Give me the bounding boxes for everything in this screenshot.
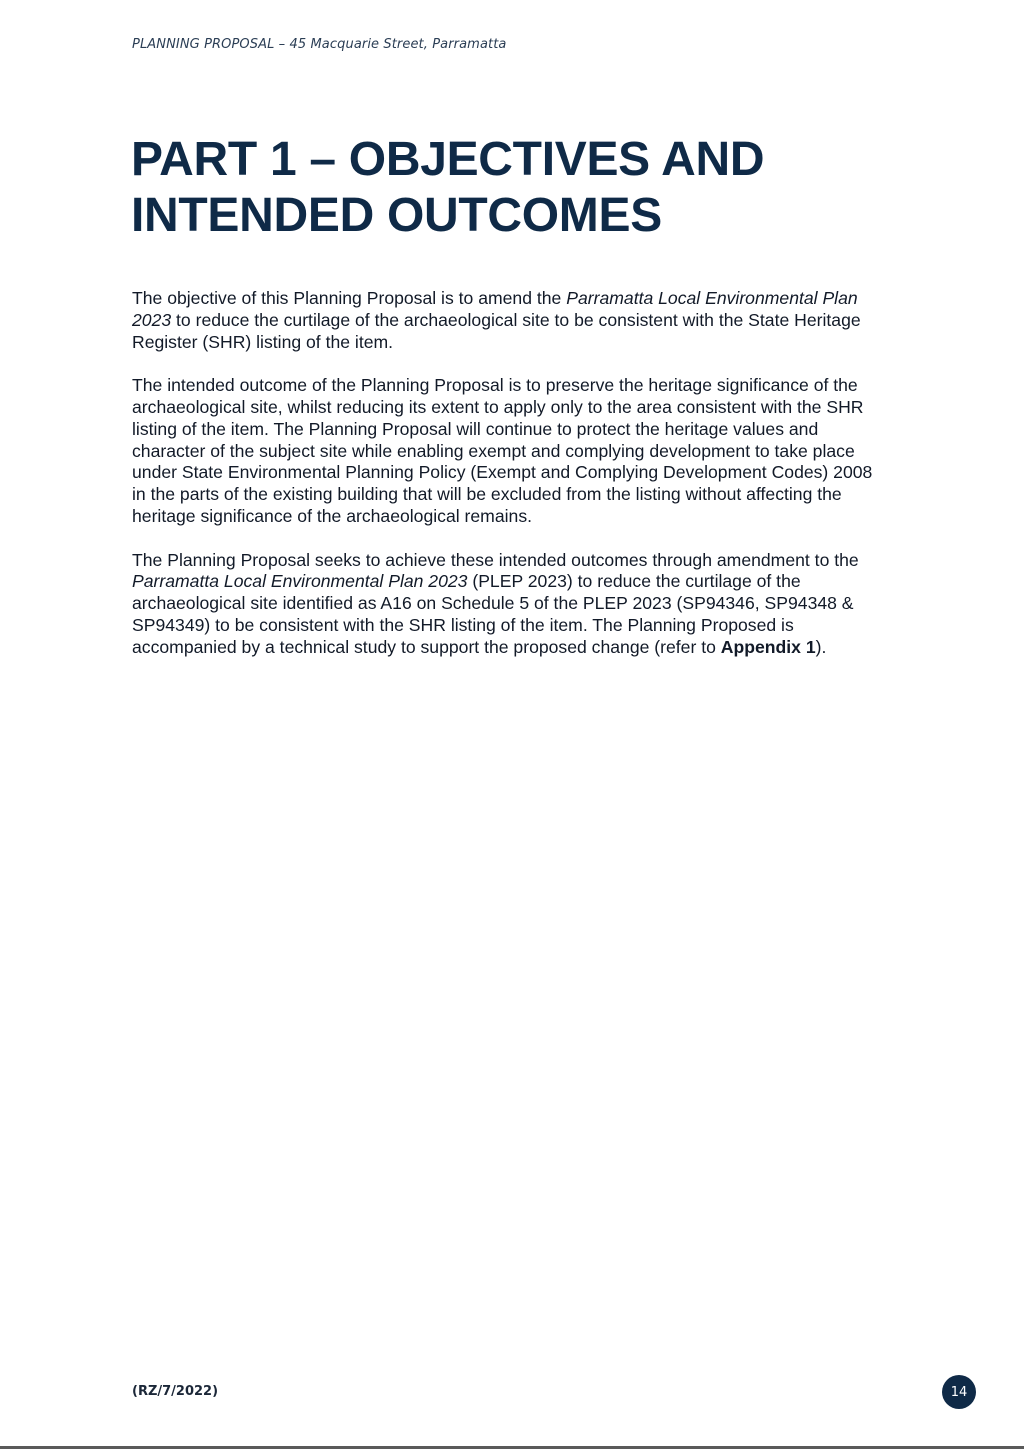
running-header: PLANNING PROPOSAL – 45 Macquarie Street, Parramatta bbox=[132, 37, 507, 52]
plan-title-italic: Parramatta Local Environmental Plan 2023 bbox=[132, 571, 468, 592]
text-run: ). bbox=[815, 636, 827, 657]
page-title bbox=[131, 132, 951, 244]
text-line: The intended outcome of the Planning Proposal is to preserve the heritage significance of the bbox=[132, 375, 858, 396]
text-line: heritage significance of the archaeological remains. bbox=[132, 505, 533, 526]
page-number: 14 bbox=[950, 1384, 968, 1400]
plan-title-italic: Parramatta Local Environmental Plan bbox=[566, 288, 858, 308]
text-line bbox=[132, 288, 942, 310]
body-text bbox=[132, 288, 942, 680]
text-run: The objective of this Planning Proposal is to amend the bbox=[132, 288, 567, 308]
intended-outcome-paragraph bbox=[132, 375, 942, 528]
text-run: to reduce the curtilage of the archaeological site to be consistent with the State Heritage bbox=[171, 309, 861, 330]
page-title-line-2: INTENDED OUTCOMES bbox=[131, 189, 662, 242]
text-line: archaeological site identified as A16 on Schedule 5 of the PLEP 2023 (SP94346, SP94348 & bbox=[132, 593, 854, 614]
plan-year-italic: 2023 bbox=[132, 309, 172, 330]
text-line bbox=[132, 637, 942, 659]
footer-reference: (RZ/7/2022) bbox=[132, 1384, 219, 1399]
page-number-badge bbox=[942, 1375, 976, 1409]
amendment-paragraph bbox=[132, 550, 942, 659]
text-line: The Planning Proposal seeks to achieve these intended outcomes through amendment to the bbox=[132, 549, 859, 570]
objective-paragraph bbox=[132, 288, 942, 353]
text-line bbox=[132, 571, 942, 593]
text-line bbox=[132, 310, 942, 332]
text-line: archaeological site, whilst reducing its extent to apply only to the area consistent with the SHR bbox=[132, 396, 864, 417]
text-line: listing of the item. The Planning Proposal will continue to protect the heritage values and bbox=[132, 418, 819, 439]
page-title-line-1: PART 1 – OBJECTIVES AND bbox=[131, 133, 765, 186]
text-run: (PLEP 2023) to reduce the curtilage of the bbox=[467, 571, 801, 592]
text-line: SP94349) to be consistent with the SHR listing of the item. The Planning Proposed is bbox=[132, 614, 794, 635]
appendix-reference: Appendix 1 bbox=[720, 636, 816, 657]
text-line: under State Environmental Planning Policy (Exempt and Complying Development Codes) 2008 bbox=[132, 462, 873, 483]
text-line: in the parts of the existing building that will be excluded from the listing without affecting the bbox=[132, 484, 842, 505]
text-line: character of the subject site while enabling exempt and complying development to take place bbox=[132, 440, 855, 461]
text-run: accompanied by a technical study to support the proposed change (refer to bbox=[132, 636, 721, 657]
text-line: Register (SHR) listing of the item. bbox=[132, 331, 394, 352]
